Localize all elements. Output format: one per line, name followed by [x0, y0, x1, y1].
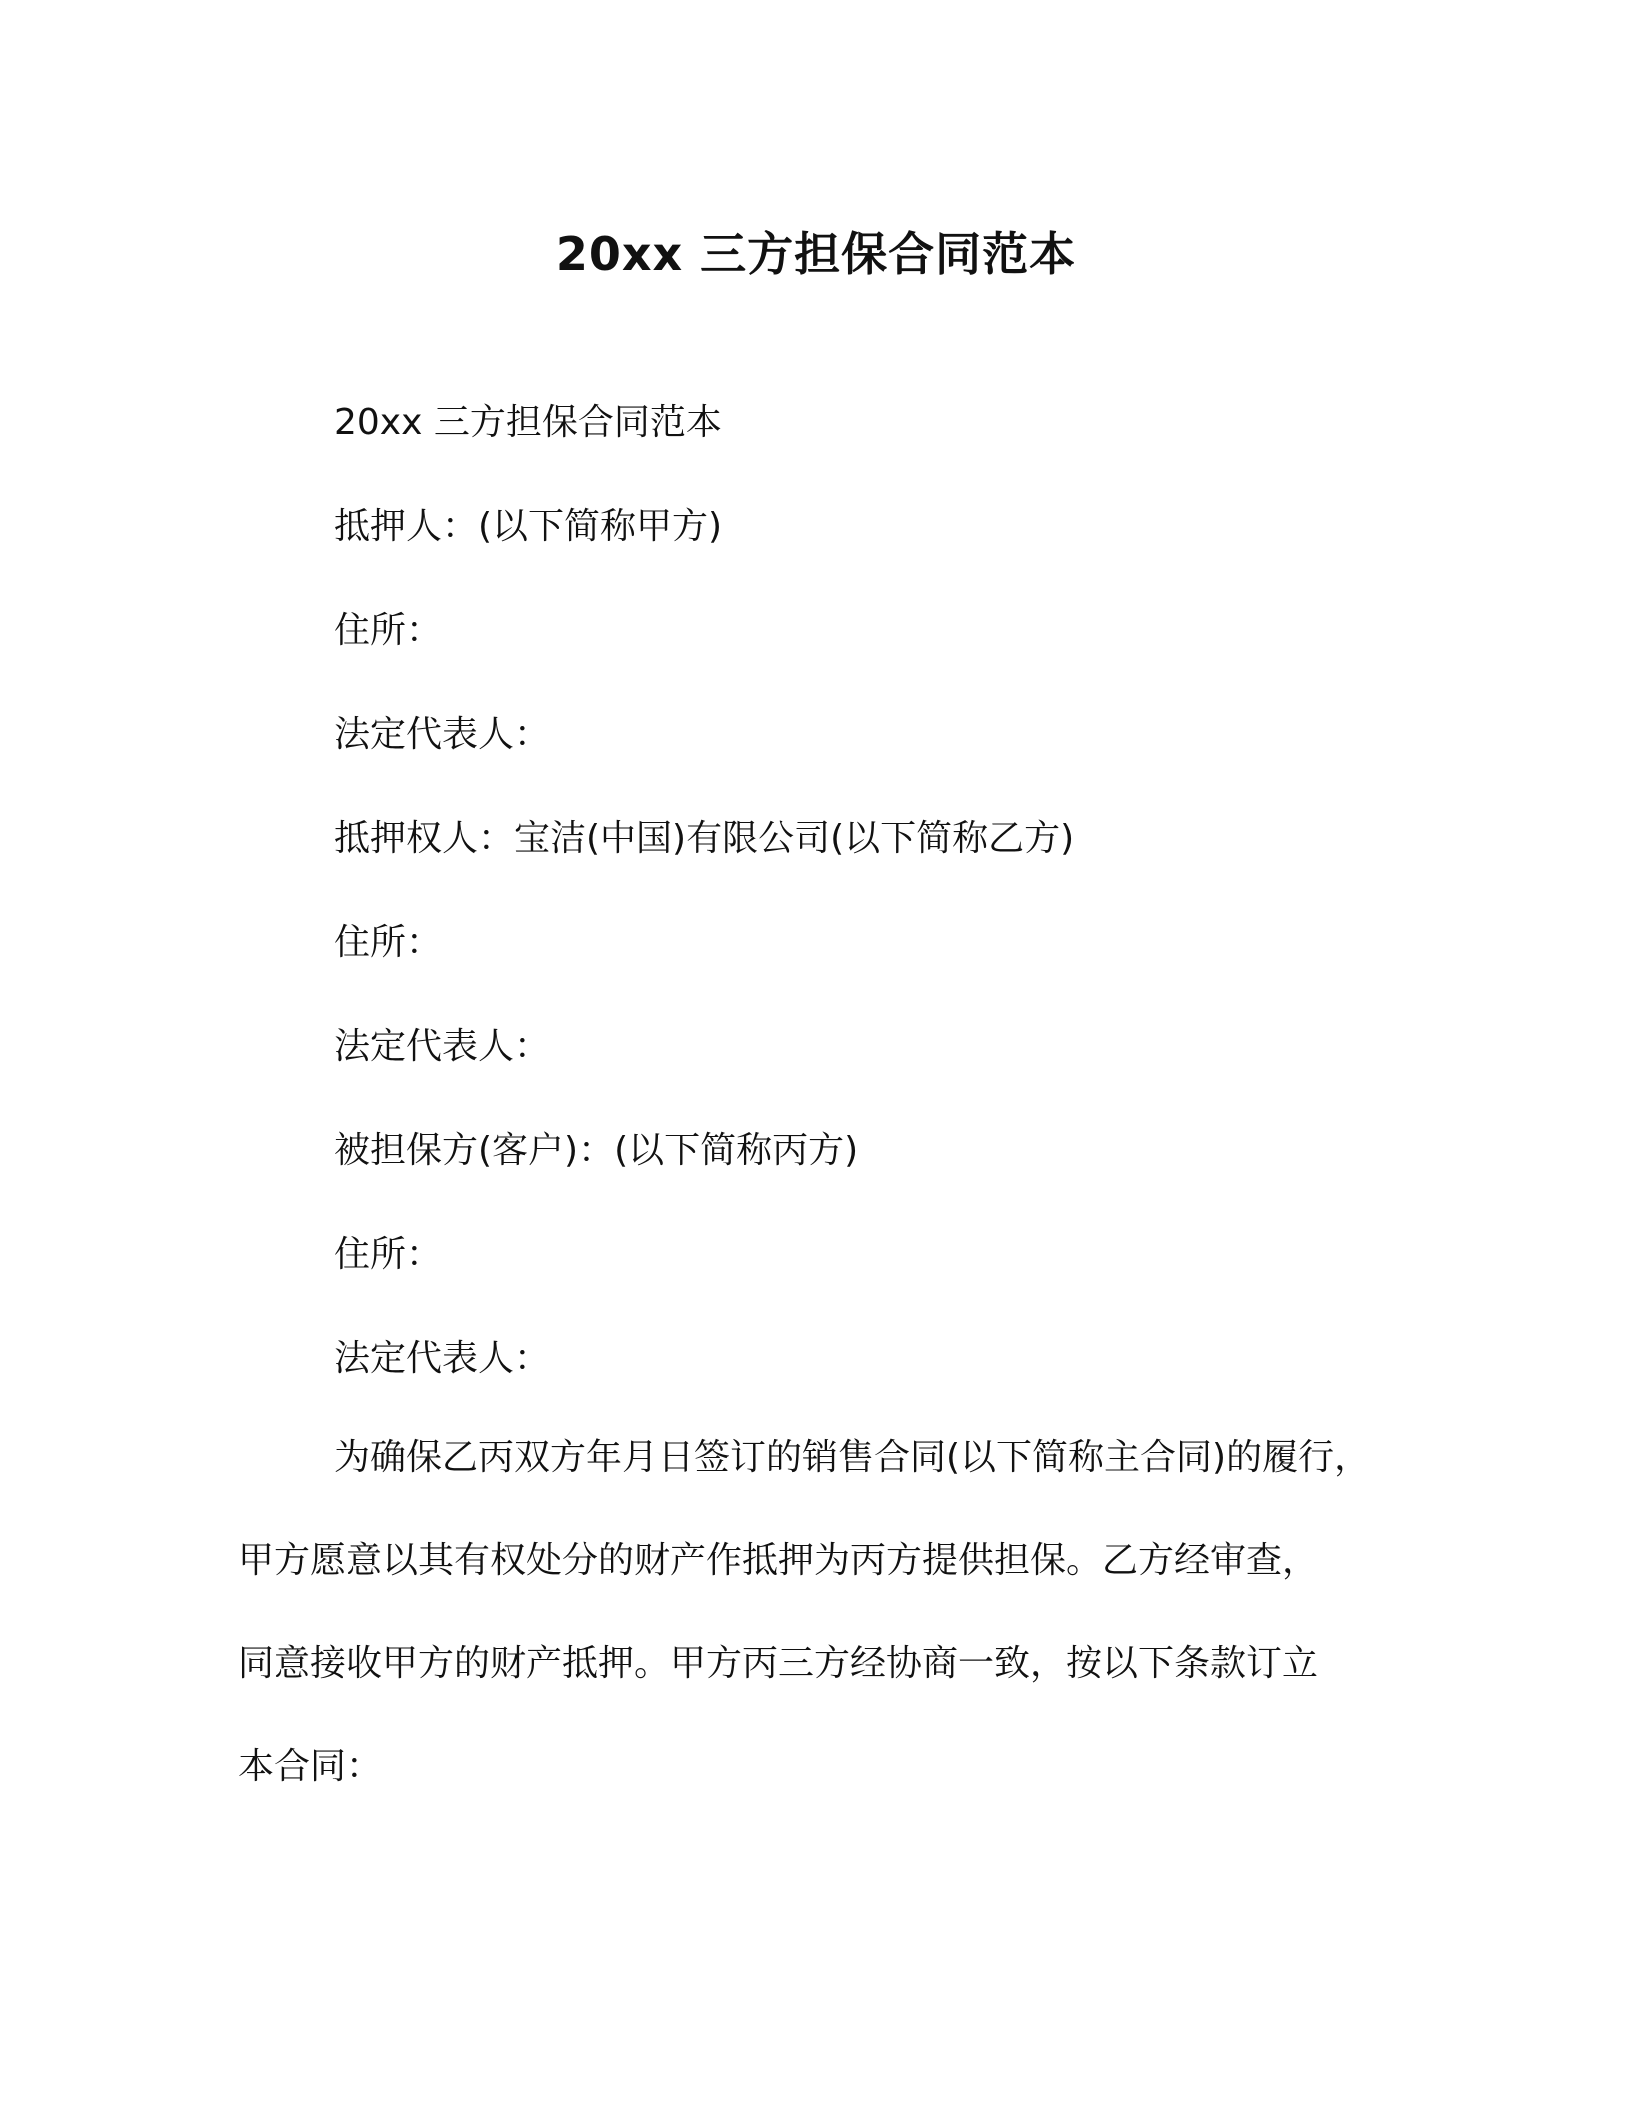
guaranteed-party-representative-line: 法定代表人： — [334, 1338, 551, 1379]
document-title: 20xx 三方担保合同范本 — [555, 227, 1077, 281]
paragraph-line: 为确保乙丙双方年月日签订的销售合同(以下简称主合同)的履行， — [334, 1437, 1371, 1478]
paragraph-line: 本合同： — [238, 1746, 383, 1787]
paragraph-line: 甲方愿意以其有权处分的财产作抵押为丙方提供担保。乙方经审查， — [238, 1540, 1319, 1581]
mortgagor-line: 抵押人：(以下简称甲方) — [334, 506, 723, 547]
mortgagee-address-line: 住所： — [334, 922, 443, 963]
subtitle-line: 20xx 三方担保合同范本 — [334, 402, 722, 443]
mortgagee-line: 抵押权人：宝洁(中国)有限公司(以下简称乙方) — [334, 818, 1075, 859]
mortgagor-address-line: 住所： — [334, 610, 443, 651]
mortgagee-representative-line: 法定代表人： — [334, 1026, 551, 1067]
paragraph-line: 同意接收甲方的财产抵押。甲方丙三方经协商一致，按以下条款订立 — [238, 1643, 1319, 1684]
party-info-block — [334, 398, 1434, 1438]
guaranteed-party-line: 被担保方(客户)：(以下简称丙方) — [334, 1130, 859, 1171]
preamble-paragraph — [238, 1432, 1398, 1844]
guaranteed-party-address-line: 住所： — [334, 1234, 443, 1275]
mortgagor-representative-line: 法定代表人： — [334, 714, 551, 755]
